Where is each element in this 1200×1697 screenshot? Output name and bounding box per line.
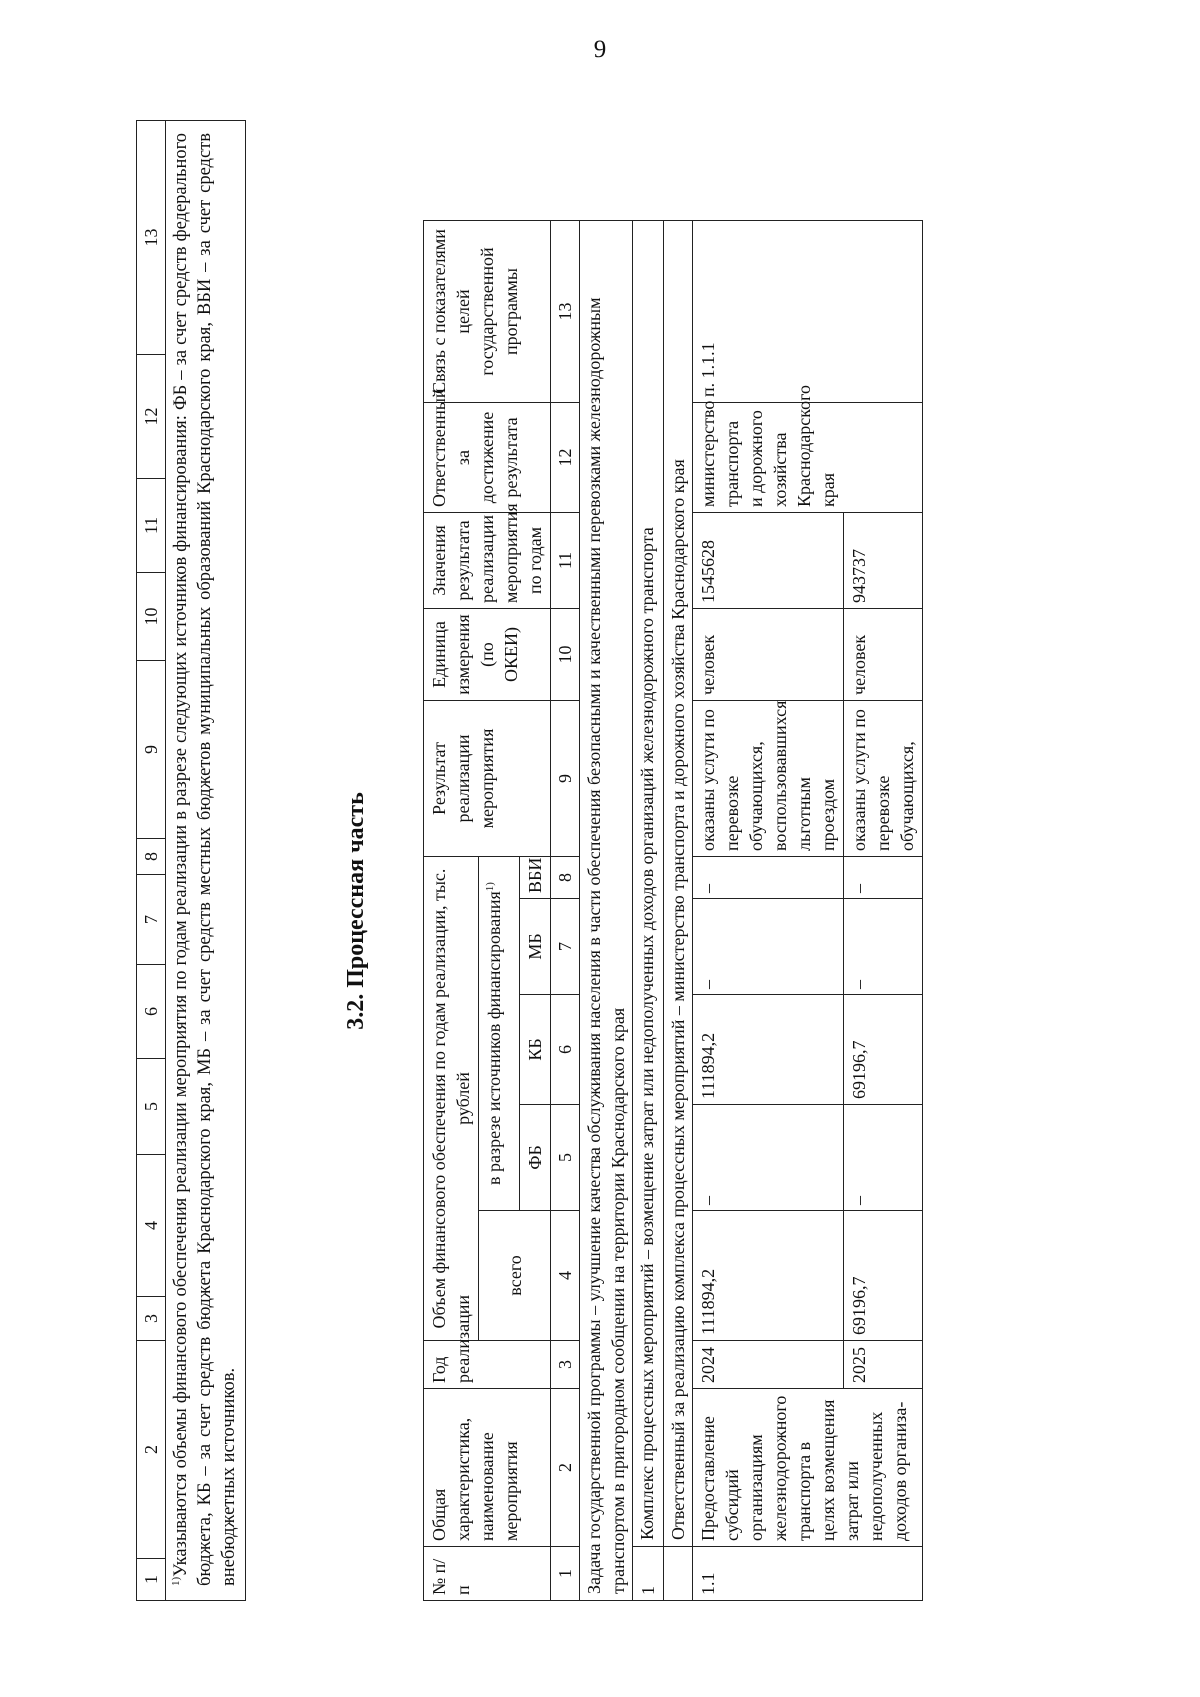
row-year: 2024	[693, 1341, 844, 1389]
footnote	[166, 121, 246, 1601]
row-mb: –	[844, 899, 923, 995]
row-value: 1545628	[693, 513, 844, 609]
header-responsible: Ответственный за достижение результата	[424, 403, 551, 513]
header-kb: КБ	[520, 995, 551, 1105]
rotated-page-content	[136, 133, 1056, 1601]
col-number: 4	[551, 1211, 580, 1341]
col-number: 6	[551, 995, 580, 1105]
row-unit: человек	[693, 609, 844, 701]
header-value: Значения результата реализации мероприятия по годам	[424, 513, 551, 609]
header-total: всего	[479, 1211, 551, 1341]
col-number: 7	[551, 899, 580, 995]
column-number-row	[137, 121, 166, 1601]
col-number: 5	[551, 1105, 580, 1211]
col-number: 6	[137, 965, 166, 1059]
header-fb: ФБ	[520, 1105, 551, 1211]
col-number: 12	[551, 403, 580, 513]
row-result: оказаны услуги по перевозке обучающихся, воспользовавшихся льготным проездом	[693, 701, 844, 857]
col-number: 11	[137, 479, 166, 573]
col-number: 13	[551, 221, 580, 403]
footnote-table	[136, 120, 246, 1601]
row-year: 2025	[844, 1341, 923, 1389]
item-link: п. 1.1.1	[693, 221, 923, 403]
row-fb: –	[693, 1105, 844, 1211]
row-vbi: –	[844, 857, 923, 899]
col-number: 7	[137, 875, 166, 965]
col-number: 8	[551, 857, 580, 899]
footnote-text: Указываются объемы финансового обеспечения реализации мероприятия по годам реализации в разрезе следующих источников финансирования: ФБ – за счет средств федерального бюджета, КБ – за счет средств бюджета Краснодарского края, МБ – за счет средств местных бюджетов муниципальных образований Краснодарского края, ВБИ – за счет средств внебюджетных источников.	[171, 133, 239, 1586]
footnote-marker: 1)	[169, 1576, 182, 1586]
col-number: 5	[137, 1059, 166, 1155]
row-kb: 111894,2	[693, 995, 844, 1105]
header-row	[424, 221, 479, 1601]
process-table	[423, 220, 923, 1601]
row-result: оказаны услуги по перевозке обучающихся,	[844, 701, 923, 857]
col-number: 4	[137, 1155, 166, 1297]
item-num: 1.1	[693, 1547, 923, 1601]
col-number: 11	[551, 513, 580, 609]
table-row	[693, 221, 844, 1601]
item-name: Предоставление субсидий организациям железнодорожного транспорта в целях возмещения затрат или недополученных доходов организа-	[693, 1389, 923, 1547]
header-link: Связь с показателями целей государственной программы	[424, 221, 551, 403]
row-unit: человек	[844, 609, 923, 701]
header-volume: Объем финансового обеспечения по годам реализации, тыс. рублей	[424, 857, 479, 1341]
col-number: 10	[551, 609, 580, 701]
col-number: 9	[137, 661, 166, 839]
row-mb: –	[693, 899, 844, 995]
column-number-row	[551, 221, 580, 1601]
header-vbi: ВБИ	[520, 857, 551, 899]
task-row: Задача государственной программы – улучшение качества обслуживания населения в части обеспечения безопасными и качественными перевозками железнодорожным транспортом в пригородном сообщении на территории Краснодарского края	[580, 221, 633, 1601]
header-by-source-text: в разрезе источников финансирования	[484, 891, 504, 1185]
row-total: 69196,7	[844, 1211, 923, 1341]
complex-text: Комплекс процессных мероприятий – возмещение затрат или недополученных доходов организаций железнодорожного транспорта	[633, 221, 664, 1547]
col-number: 8	[137, 839, 166, 875]
page-number: 9	[593, 36, 607, 63]
header-by-source	[479, 857, 520, 1211]
row-total: 111894,2	[693, 1211, 844, 1341]
header-name: Общая характеристика, наименование мероприятия	[424, 1389, 551, 1547]
row-kb: 69196,7	[844, 995, 923, 1105]
col-number: 10	[137, 573, 166, 661]
empty-cell	[664, 1547, 693, 1601]
col-number: 1	[137, 1559, 166, 1601]
col-number: 9	[551, 701, 580, 857]
responsible-line: Ответственный за реализацию комплекса процессных мероприятий – министерство транспорта и дорожного хозяйства Краснодарского края	[664, 221, 693, 1547]
header-mb: МБ	[520, 899, 551, 995]
header-unit: Единица измерения (по ОКЕИ)	[424, 609, 551, 701]
col-number: 1	[551, 1547, 580, 1601]
section-title: 3.2. Процессная часть	[343, 792, 369, 1030]
col-number: 2	[137, 1341, 166, 1559]
col-number: 2	[551, 1389, 580, 1547]
header-year: Год реализации	[424, 1341, 551, 1389]
row-fb: –	[844, 1105, 923, 1211]
col-number: 3	[551, 1341, 580, 1389]
header-by-source-marker: 1)	[484, 882, 496, 892]
complex-num: 1	[633, 1547, 664, 1601]
header-num: № п/п	[424, 1547, 551, 1601]
col-number: 12	[137, 355, 166, 479]
row-value: 943737	[844, 513, 923, 609]
item-responsible: министерство транспорта и дорожного хозяйства Краснодарского края	[693, 403, 923, 513]
row-vbi: –	[693, 857, 844, 899]
col-number: 3	[137, 1297, 166, 1341]
col-number: 13	[137, 121, 166, 355]
header-result: Результат реализации мероприятия	[424, 701, 551, 857]
